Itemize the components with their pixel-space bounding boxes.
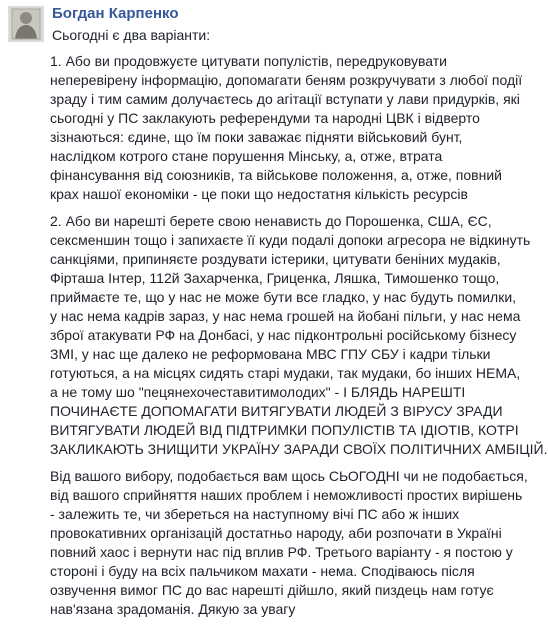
post-text-line: 1. Або ви продовжуєте цитувати популістів, передруковувати: [50, 53, 447, 69]
post-body: [50, 52, 548, 627]
post-text-line: ВИТЯГУВАТИ ЛЮДЕЙ ВІД ПІДТРИМКИ ПОПУЛІСТІВ ТА ІДІОТІВ, КОТРІ: [50, 422, 519, 438]
post-text-line: фінансування від союзників, та військове положення, а, отже, повний: [50, 167, 502, 183]
post-text-line: крах нашої економіки - це поки що недостатня кількість ресурсів: [50, 186, 468, 202]
post-text-line: провокативних організацій достатньо народу, аби розпочати в Україні: [50, 525, 502, 541]
post-text-line: ПОЧИНАЄТЕ ДОПОМАГАТИ ВИТЯГУВАТИ ЛЮДЕЙ З ВІРУСУ ЗРАДИ: [50, 403, 503, 419]
author-avatar[interactable]: [8, 6, 44, 42]
post-paragraph-2: [50, 212, 548, 459]
post-text-line: Від вашого вибору, подобається вам щось СЬОГОДНІ чи не подобається,: [50, 468, 528, 484]
post-text-line: нав'язана зрадоманія. Дякую за увагу: [50, 601, 296, 617]
post-text-line: зізнаються: єдине, що їм поки заважає підняти військовий бунт,: [50, 129, 463, 145]
post-text-line: ЗМІ, у нас ще далеко не реформована МВС ГПУ СБУ і кадри тільки: [50, 346, 491, 362]
post-text-line: зраду і тим самим долучаєтесь до агітації вступати у лави придурків, які: [50, 91, 520, 107]
post-text-line: від вашого сприйняття наших проблем і неможливості простих вирішень: [50, 487, 523, 503]
post-text-line: санкціями, припиняєте роздувати істерики, цитувати беніних мудаків,: [50, 251, 501, 267]
post-paragraph-1: [50, 52, 540, 204]
post-text-line: готуються, а на місцях сидять старі мудаки, так мудаки, бо інших НЕМА,: [50, 365, 521, 381]
post-text-line: Фірташа Інтер, 112й Захарченка, Гриценка, Ляшка, Тимошенко тощо,: [50, 270, 500, 286]
post-text-line: сьогодні у ПС заклакують референдуми та народні ЦВК і відверто: [50, 110, 480, 126]
post-text-line: - залежить те, чи збереться на наступному вічі ПС або ж інших: [50, 506, 460, 522]
post-text-line: стороні і буду на всіх пальчиком махати - нема. Сподіваюсь після: [50, 563, 475, 579]
post-intro: Сьогодні є два варіанти:: [52, 27, 211, 43]
post-paragraph-3: [50, 467, 540, 619]
post-text-line: наслідком котрого стане порушення Мінську, а, отже, втрата: [50, 148, 443, 164]
post-text-line: повний хаос і вернути нас під вплив РФ. Третього варіанту - я постою у: [50, 544, 513, 560]
post-text-line: неперевірену інформацію, допомагати беням розкручувати з любої події: [50, 72, 523, 88]
post-text-line: ЗАКЛИКАЮТЬ ЗНИЩИТИ УКРАЇНУ ЗАРАДИ СВОЇХ ПОЛІТИЧНИХ АМБІЦІЙ.: [50, 441, 548, 457]
post-text-line: зброї атакувати РФ на Донбасі, у нас підконтрольні російському бізнесу: [50, 327, 517, 343]
post-text-line: у нас нема кадрів зараз, у нас нема грошей на йобані пільги, у нас нема: [50, 308, 521, 324]
post-text-line: озвучення вимог ПС до вас нарешті дійшло, який пиздець нам готує: [50, 582, 494, 598]
post-text-line: а не тому шо "пецянехочеставитимолодих" - І БЛЯДЬ НАРЕШТІ: [50, 384, 466, 400]
author-name-link[interactable]: Богдан Карпенко: [52, 5, 179, 22]
post-text-line: сексменшин тощо і запихаєте її куди подалі допоки агресора не відкинуть: [50, 232, 531, 248]
avatar-portrait-icon: [9, 7, 43, 41]
post-text-line: 2. Або ви нарешті берете свою ненависть до Порошенка, США, ЄС,: [50, 213, 492, 229]
post-text-line: приймаєте те, що у нас не може бути все гладко, у нас будуть помилки,: [50, 289, 517, 305]
